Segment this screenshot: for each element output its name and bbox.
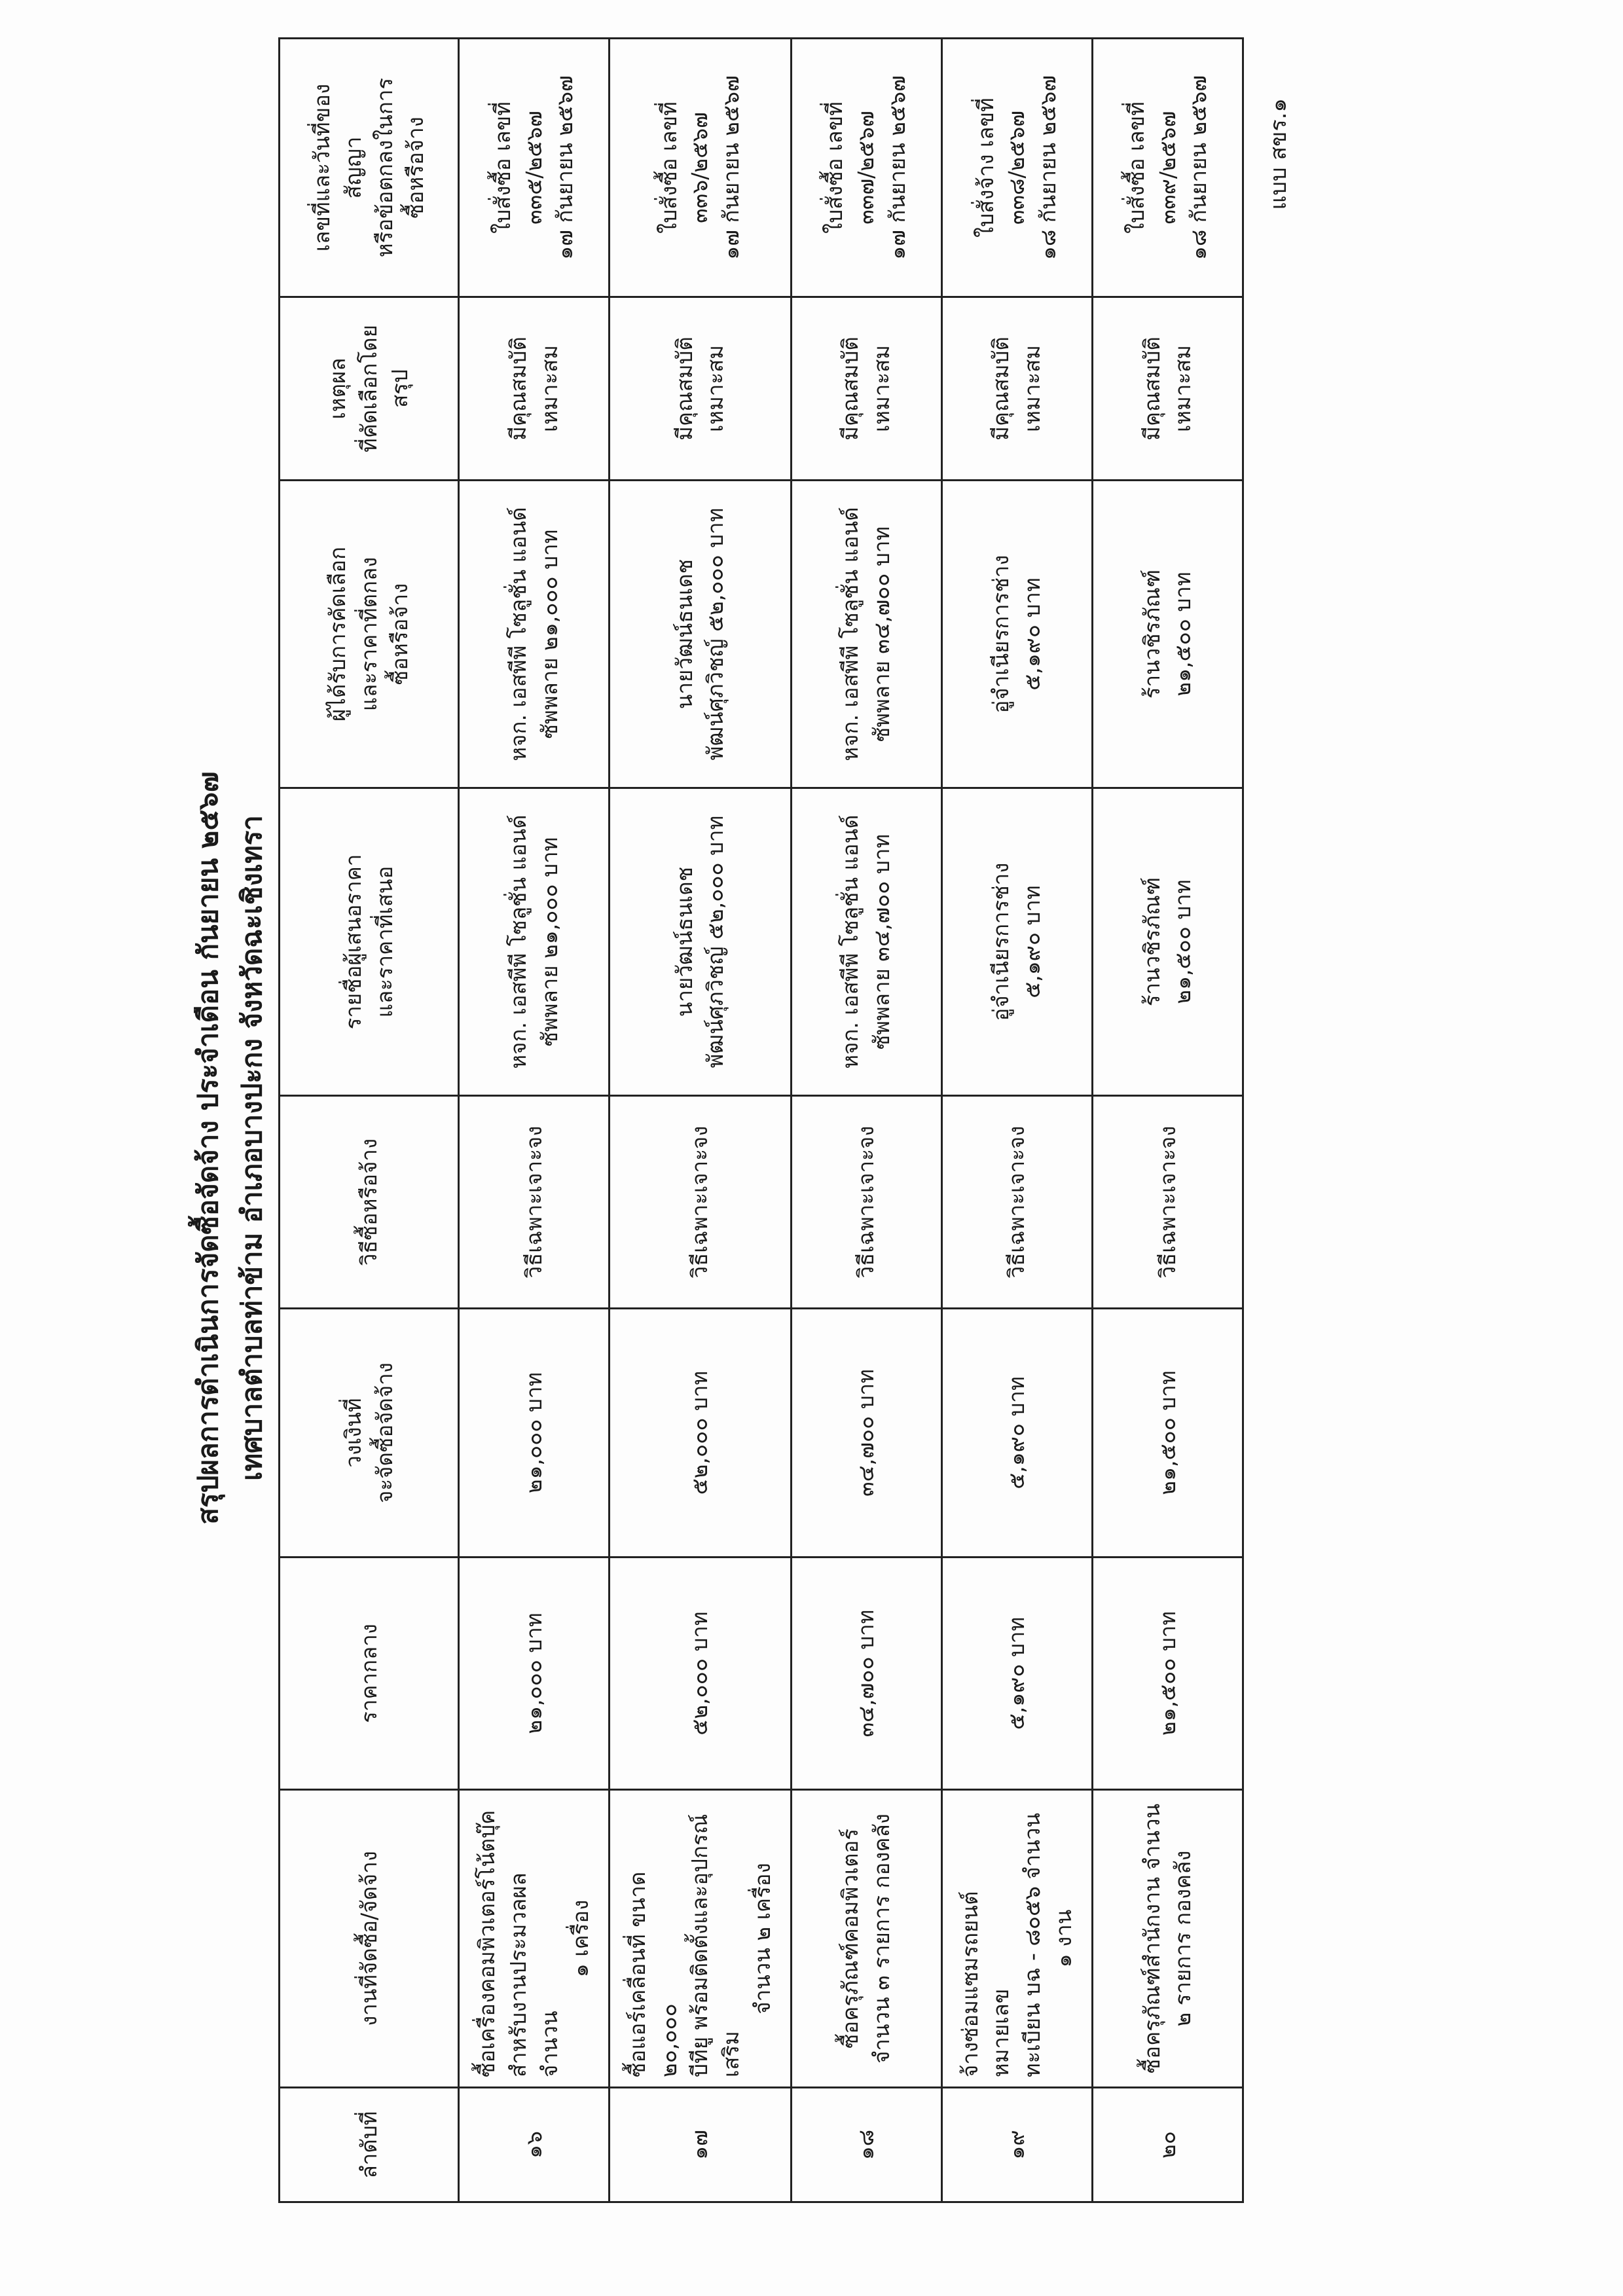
row-contract: ใบสั่งซื้อ เลขที่ ๓๓๖/๒๕๖๗ ๑๗ กันยายน ๒๕๖๗: [610, 39, 792, 297]
row-no: ๑๖: [459, 2088, 610, 2202]
row-winner: หจก. เอสพีพี โซลูชั่น แอนด์ ซัพพลาย ๒๑,๐๐๐ บาท: [459, 481, 610, 788]
row-winner: หจก. เอสพีพี โซลูชั่น แอนด์ ซัพพลาย ๓๔,๗๐๐ บาท: [791, 481, 941, 788]
row-no: ๑๙: [941, 2088, 1092, 2202]
row-winner: นายวัฒน์ธนเดช พัฒน์ศุภวิชญ์ ๕๒,๐๐๐ บาท: [610, 481, 792, 788]
row-bidder: นายวัฒน์ธนเดช พัฒน์ศุภวิชญ์ ๕๒,๐๐๐ บาท: [610, 788, 792, 1096]
row-no: ๑๗: [610, 2088, 792, 2202]
row-bidder: ร้านวชิรภัณฑ์ ๒๑,๕๐๐ บาท: [1092, 788, 1243, 1096]
row-item: ซื้อแอร์เคลื่อนที่ ขนาด ๒๐,๐๐๐ บีทียู พร้อมติดตั้งและอุปกรณ์เสริม จำนวน ๒ เครื่อง: [610, 1790, 792, 2088]
row-reason: มีคุณสมบัติ เหมาะสม: [610, 297, 792, 481]
header-contract: เลขที่และวันที่ของ สัญญา หรือข้อตกลงในการ ซื้อหรือจ้าง: [280, 39, 459, 297]
form-code: แบบ สขร.๑: [1266, 98, 1292, 210]
row-method: วิธีเฉพาะเจาะจง: [610, 1096, 792, 1309]
row-median-price: ๒๑,๐๐๐ บาท: [459, 1558, 610, 1790]
table-row: [941, 39, 1092, 2202]
header-budget: วงเงินที่ จะจัดซื้อจัดจ้าง: [280, 1309, 459, 1558]
row-bidder: อู่จำเนียรการช่าง ๕,๑๙๐ บาท: [941, 788, 1092, 1096]
table-header-row: [280, 39, 459, 2202]
row-item: ซื้อครุภัณฑ์สำนักงาน จำนวน ๒ รายการ กองคลัง: [1092, 1790, 1243, 2088]
table-row: [791, 39, 941, 2202]
header-median-price: ราคากลาง: [280, 1558, 459, 1790]
row-contract: ใบสั่งซื้อ เลขที่ ๓๓๗/๒๕๖๗ ๑๗ กันยายน ๒๕๖๗: [791, 39, 941, 297]
row-method: วิธีเฉพาะเจาะจง: [1092, 1096, 1243, 1309]
row-item: ซื้อครุภัณฑ์คอมพิวเตอร์ จำนวน ๓ รายการ กองคลัง: [791, 1790, 941, 2088]
row-contract: ใบสั่งซื้อ เลขที่ ๓๓๙/๒๕๖๗ ๑๘ กันยายน ๒๕๖๗: [1092, 39, 1243, 297]
row-budget: ๒๑,๐๐๐ บาท: [459, 1309, 610, 1558]
row-median-price: ๕,๑๙๐ บาท: [941, 1558, 1092, 1790]
row-budget: ๒๑,๕๐๐ บาท: [1092, 1309, 1243, 1558]
row-reason: มีคุณสมบัติ เหมาะสม: [791, 297, 941, 481]
row-contract: ใบสั่งซื้อ เลขที่ ๓๓๕/๒๕๖๗ ๑๗ กันยายน ๒๕๖๗: [459, 39, 610, 297]
row-contract: ใบสั่งจ้าง เลขที่ ๓๓๘/๒๕๖๗ ๑๘ กันยายน ๒๕๖๗: [941, 39, 1092, 297]
row-method: วิธีเฉพาะเจาะจง: [791, 1096, 941, 1309]
row-winner: ร้านวชิรภัณฑ์ ๒๑,๕๐๐ บาท: [1092, 481, 1243, 788]
row-item: ซื้อเครื่องคอมพิวเตอร์โน้ตบุ๊ค สำหรับงานประมวลผล จำนวน ๑ เครื่อง: [459, 1790, 610, 2088]
row-item: จ้างซ่อมแซมรถยนต์ หมายเลข ทะเบียน บฉ - ๘๐๕๖ จำนวน ๑ งาน: [941, 1790, 1092, 2088]
row-method: วิธีเฉพาะเจาะจง: [941, 1096, 1092, 1309]
document-subtitle: เทศบาลตำบลท่าข้าม อำเภอบางปะกง จังหวัดฉะเชิงเทรา: [236, 815, 268, 1481]
row-reason: มีคุณสมบัติ เหมาะสม: [941, 297, 1092, 481]
document-title: สรุปผลการดำเนินการจัดซื้อจัดจ้าง ประจำเดือน กันยายน ๒๕๖๗: [192, 771, 224, 1525]
header-no: ลำดับที่: [280, 2088, 459, 2202]
table-row: [459, 39, 610, 2202]
table-row: [610, 39, 792, 2202]
header-bidders: รายชื่อผู้เสนอราคา และราคาที่เสนอ: [280, 788, 459, 1096]
header-method: วิธีซื้อหรือจ้าง: [280, 1096, 459, 1309]
row-median-price: ๓๔,๗๐๐ บาท: [791, 1558, 941, 1790]
row-no: ๑๘: [791, 2088, 941, 2202]
row-bidder: หจก. เอสพีพี โซลูชั่น แอนด์ ซัพพลาย ๒๑,๐๐๐ บาท: [459, 788, 610, 1096]
row-budget: ๕,๑๙๐ บาท: [941, 1309, 1092, 1558]
header-winner: ผู้ได้รับการคัดเลือก และราคาที่ตกลง ซื้อหรือจ้าง: [280, 481, 459, 788]
row-budget: ๓๔,๗๐๐ บาท: [791, 1309, 941, 1558]
row-reason: มีคุณสมบัติ เหมาะสม: [1092, 297, 1243, 481]
row-median-price: ๒๑,๕๐๐ บาท: [1092, 1558, 1243, 1790]
procurement-table: [278, 37, 1244, 2203]
row-method: วิธีเฉพาะเจาะจง: [459, 1096, 610, 1309]
row-budget: ๕๒,๐๐๐ บาท: [610, 1309, 792, 1558]
header-item: งานที่จัดซื้อ/จัดจ้าง: [280, 1790, 459, 2088]
row-median-price: ๕๒,๐๐๐ บาท: [610, 1558, 792, 1790]
row-reason: มีคุณสมบัติ เหมาะสม: [459, 297, 610, 481]
row-bidder: หจก. เอสพีพี โซลูชั่น แอนด์ ซัพพลาย ๓๔,๗๐๐ บาท: [791, 788, 941, 1096]
row-no: ๒๐: [1092, 2088, 1243, 2202]
row-winner: อู่จำเนียรการช่าง ๕,๑๙๐ บาท: [941, 481, 1092, 788]
header-reason: เหตุผล ที่คัดเลือกโดย สรุป: [280, 297, 459, 481]
table-row: [1092, 39, 1243, 2202]
